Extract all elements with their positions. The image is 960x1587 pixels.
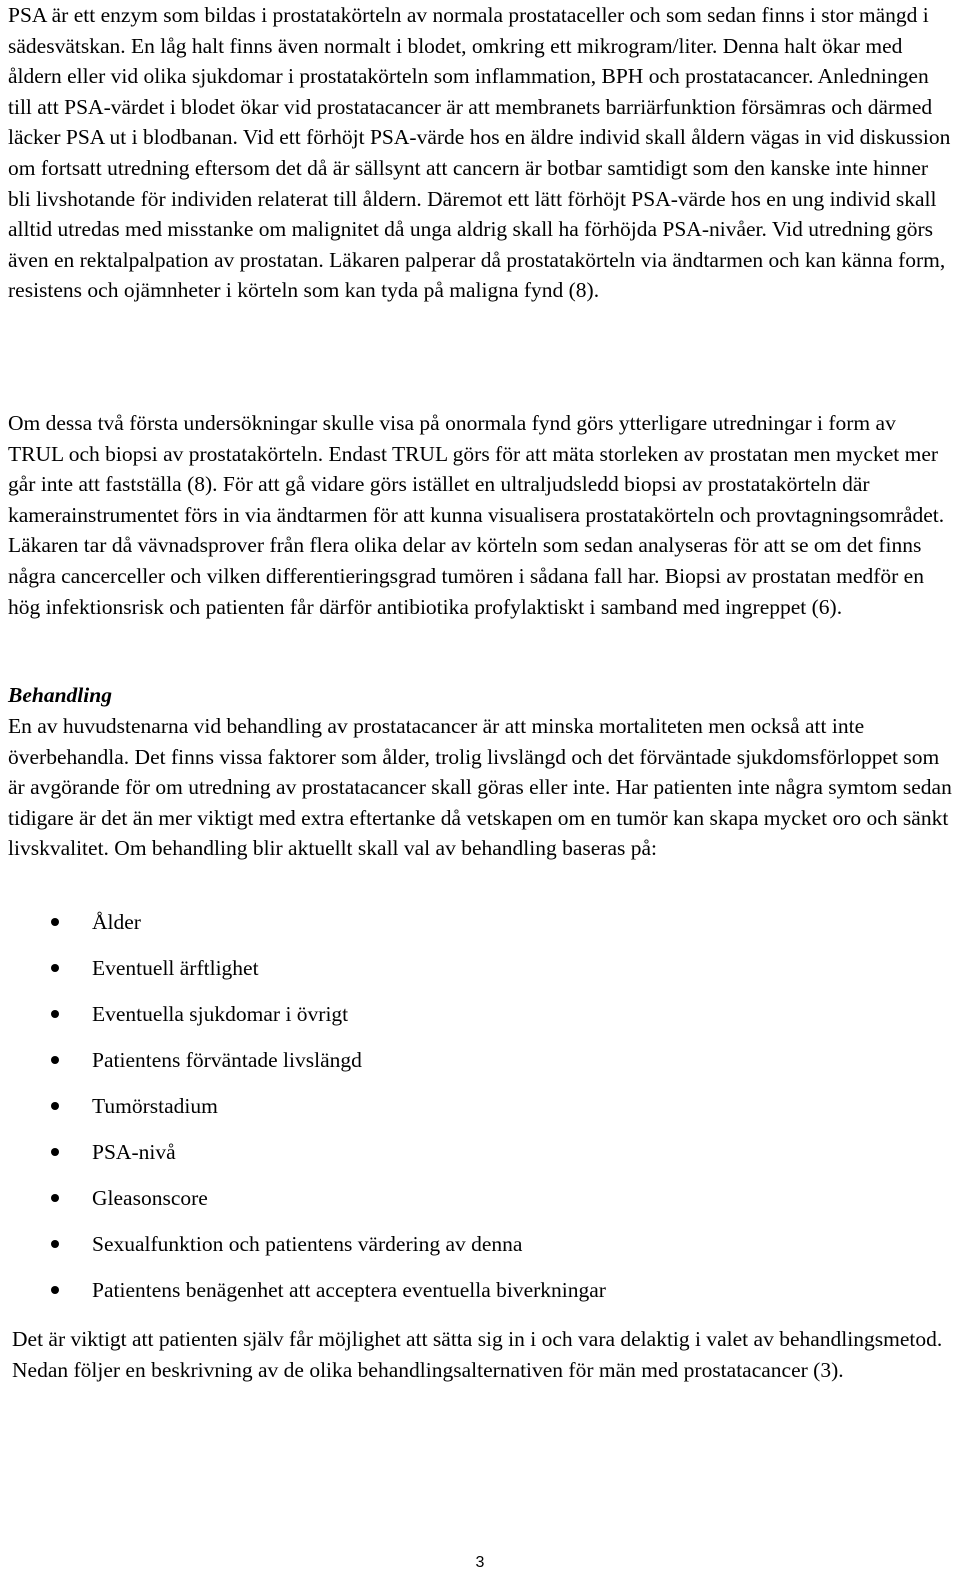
section-heading-behandling: Behandling [8, 683, 112, 707]
bullet-icon [51, 1010, 59, 1018]
paragraph-treatment-intro: En av huvudstenarna vid behandling av prostatacancer är att minska mortaliteten men också att inte överbehandla. Det finns vissa faktorer som ålder, trolig livslängd och det förväntade sjukdomsförloppet som är avgörande för om utredning av prostatacancer skall göras eller inte. Har patienten inte några symtom sedan tidigare är det än mer viktigt med extra eftertanke då vetskapen om en tumör kan skapa mycket oro och sänkt livskvalitet. Om behandling blir aktuellt skall val av behandling baseras på: [8, 714, 952, 861]
list-item [0, 1229, 960, 1275]
list-item [0, 999, 960, 1045]
bullet-icon [51, 1194, 59, 1202]
list-item-text: Tumörstadium [92, 1094, 218, 1118]
bullet-icon [51, 964, 59, 972]
list-item [0, 1137, 960, 1183]
list-item-text: PSA-nivå [92, 1140, 176, 1164]
list-item-text: Ålder [92, 910, 141, 934]
page-number: 3 [475, 1554, 485, 1571]
list-item-text: Gleasonscore [92, 1186, 208, 1210]
bullet-icon [51, 1148, 59, 1156]
list-item-text: Patientens förväntade livslängd [92, 1048, 362, 1072]
bullet-icon [51, 1056, 59, 1064]
list-item-text: Eventuell ärftlighet [92, 956, 259, 980]
bullet-icon [51, 1286, 59, 1294]
list-item-text: Sexualfunktion och patientens värdering av denna [92, 1232, 523, 1256]
bullet-icon [51, 918, 59, 926]
list-item [0, 1091, 960, 1137]
paragraph-psa-intro: PSA är ett enzym som bildas i prostatakörteln av normala prostataceller och som sedan finns i stor mängd i sädesvätskan. En låg halt finns även normalt i blodet, omkring ett mikrogram/liter. Denna halt ökar med åldern eller vid olika sjukdomar i prostatakörteln som inflammation, BPH och prostatacancer. Anledningen till att PSA-värdet i blodet ökar vid prostatacancer är att membranets barriärfunktion försämras och därmed läcker PSA ut i blodbanan. Vid ett förhöjt PSA-värde hos en äldre individ skall åldern vägas in vid diskussion om fortsatt utredning eftersom det då är sällsynt att cancern är botbar samtidigt som den kanske inte hinner bli livshotande för individen relaterat till åldern. Däremot ett lätt förhöjt PSA-värde hos en ung individ skall alltid utredas med misstanke om malignitet då unga aldrig skall ha förhöjda PSA-nivåer. Vid utredning görs även en rektalpalpation av prostatan. Läkaren palperar då prostatakörteln via ändtarmen och kan känna form, resistens och ojämnheter i körteln som kan tyda på maligna fynd (8). [8, 3, 951, 303]
list-item [0, 907, 960, 953]
list-item [0, 1183, 960, 1229]
list-item-text: Patientens benägenhet att acceptera eventuella biverkningar [92, 1278, 606, 1302]
list-item-text: Eventuella sjukdomar i övrigt [92, 1002, 349, 1026]
bullet-icon [51, 1102, 59, 1110]
list-item [0, 1045, 960, 1091]
list-item [0, 1275, 960, 1321]
treatment-factor-list [0, 907, 960, 1321]
paragraph-trul-biopsy: Om dessa två första undersökningar skulle visa på onormala fynd görs ytterligare utredningar i form av TRUL och biopsi av prostatakörteln. Endast TRUL görs för att mäta storleken av prostatan men mycket mer går inte att fastställa (8). För att gå vidare görs istället en ultraljudsledd biopsi av prostatakörteln där kamerainstrumentet förs in via ändtarmen för att kunna visualisera prostatakörteln och provtagningsområdet. Läkaren tar då vävnadsprover från flera olika delar av körteln som sedan analyseras för att se om det finns några cancerceller och vilken differentieringsgrad tumören i sådana fall har. Biopsi av prostatan medför en hög infektionsrisk och patienten får därför antibiotika profylaktiskt i samband med ingreppet (6). [8, 411, 945, 619]
bullet-icon [51, 1240, 59, 1248]
paragraph-patient-involvement: Det är viktigt att patienten själv får möjlighet att sätta sig in i och vara delaktig i valet av behandlingsmetod. Nedan följer en beskrivning av de olika behandlingsalternativen för män med prostatacancer (3). [12, 1327, 943, 1382]
list-item [0, 953, 960, 999]
